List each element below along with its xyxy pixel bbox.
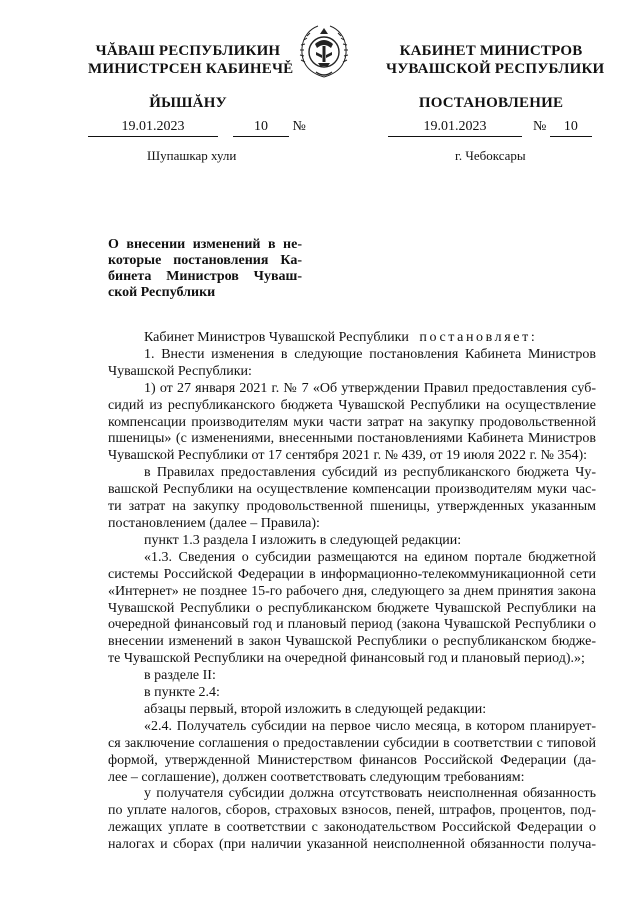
body-line: компенсации производителям муки части затрат на закупку продовольственной <box>108 414 596 430</box>
left-number: 10 <box>233 119 289 137</box>
body-line: постановлением (далее – Правила): <box>108 515 320 531</box>
place-left: Шупашкар хули <box>147 148 237 163</box>
body-line: лее – соглашение), должен соответствовать следующим требованиям: <box>108 769 525 785</box>
header-right <box>386 42 605 112</box>
intro-spaced: постановляет: <box>419 330 538 345</box>
body-line: формой, утвержденной Министерством финансов Российской Федерации (да- <box>108 752 596 768</box>
place-right: г. Чебоксары <box>455 148 526 163</box>
registration-left <box>88 119 306 137</box>
body-line: системы Российской Федерации в информационно-телекоммуникационной сети <box>108 566 596 582</box>
body-line: абзацы первый, второй изложить в следующей редакции: <box>144 701 487 717</box>
body-line: «1.3. Сведения о субсидии размещаются на едином портале бюджетной <box>144 549 596 565</box>
header-right-line2: ЧУВАШСКОЙ РЕСПУБЛИКИ <box>386 61 605 77</box>
right-number-sign: № <box>533 119 547 134</box>
body-line: в разделе II: <box>144 668 216 684</box>
emblem-icon <box>298 22 350 80</box>
body-line: «2.4. Получатель субсидии на первое число месяца, в котором планирует- <box>144 718 596 734</box>
body-line: Чувашской Республики о республиканском бюджете Чувашской Республики на <box>108 600 596 616</box>
coat-of-arms-emblem <box>298 22 350 80</box>
body-line: ти затрат на закупку продовольственной пшеницы, утвержденных указанным <box>108 499 596 515</box>
body-line: по уплате налогов, сборов, страховых взносов, пеней, штрафов, процентов, под- <box>108 803 596 819</box>
title-line: которые постановления Ка- <box>108 253 302 268</box>
intro-line <box>108 330 596 347</box>
body-line: 1. Внести изменения в следующие постановления Кабинета Министров <box>144 346 596 362</box>
body-line: в Правилах предоставления субсидий из республиканского бюджета Чу- <box>144 465 596 481</box>
body-line: очередной финансовый год и плановый период (закона Чувашской Республики о <box>108 617 596 633</box>
body-line: те Чувашской Республики на очередной финансовый год и плановый период).»; <box>108 651 585 667</box>
body-line: в пункте 2.4: <box>144 685 220 701</box>
body-line: у получателя субсидии должна отсутствовать неисполненная обязанность <box>144 786 596 802</box>
header-left <box>88 42 294 112</box>
header-left-line1: ЧĂВАШ РЕСПУБЛИКИН <box>95 43 281 59</box>
body-line: пшеницы» (с изменениями, внесенными постановлениями Кабинета Министров <box>108 431 596 447</box>
body-line: пункт 1.3 раздела I изложить в следующей редакции: <box>144 532 462 548</box>
body-line: вашской Республики на осуществление компенсации производителям муки час- <box>108 482 596 498</box>
body-line: лежащих уплате в соответствии с законодательством Российской Федерации о <box>108 820 596 836</box>
body-line: ся заключение соглашения о предоставлении субсидии в соответствии с типовой <box>108 735 596 751</box>
title-line: бинета Министров Чуваш- <box>108 269 302 284</box>
body-line: Чувашской Республики: <box>108 363 252 379</box>
document-title <box>108 237 302 301</box>
left-date: 19.01.2023 <box>88 119 218 137</box>
registration-right <box>388 119 592 137</box>
title-line: О внесении изменений в не- <box>108 237 302 252</box>
right-number: 10 <box>550 119 592 137</box>
body-line: сидий из республиканского бюджета Чувашской Республики на осуществление <box>108 397 596 413</box>
title-line: ской Республики <box>108 285 216 300</box>
document-body <box>108 330 596 854</box>
body-line: «Интернет» не позднее 15-го рабочего дня, следующего за днем принятия закона <box>108 583 596 599</box>
left-number-sign: № <box>292 119 306 134</box>
body-line: налогах и сборах (при наличии указанной неисполненной обязанности получа- <box>108 837 596 853</box>
header-right-line1: КАБИНЕТ МИНИСТРОВ <box>399 43 583 59</box>
body-line: Чувашской Республики от 17 сентября 2021 г. № 439, от 19 июля 2022 г. № 354): <box>108 448 588 464</box>
intro-text: Кабинет Министров Чувашской Республики <box>144 330 409 345</box>
header-left-line2: МИНИСТРСЕН КАБИНЕЧĚ <box>88 61 294 77</box>
body-line: внесении изменений в закон Чувашской Республики о республиканском бюдже- <box>108 634 596 650</box>
header-right-doc-type: ПОСТАНОВЛЕНИЕ <box>418 95 564 111</box>
body-line: 1) от 27 января 2021 г. № 7 «Об утверждении Правил предоставления суб- <box>144 380 596 396</box>
header-left-doc-type: ЙЫШĂНУ <box>149 95 227 111</box>
right-date: 19.01.2023 <box>388 119 522 137</box>
